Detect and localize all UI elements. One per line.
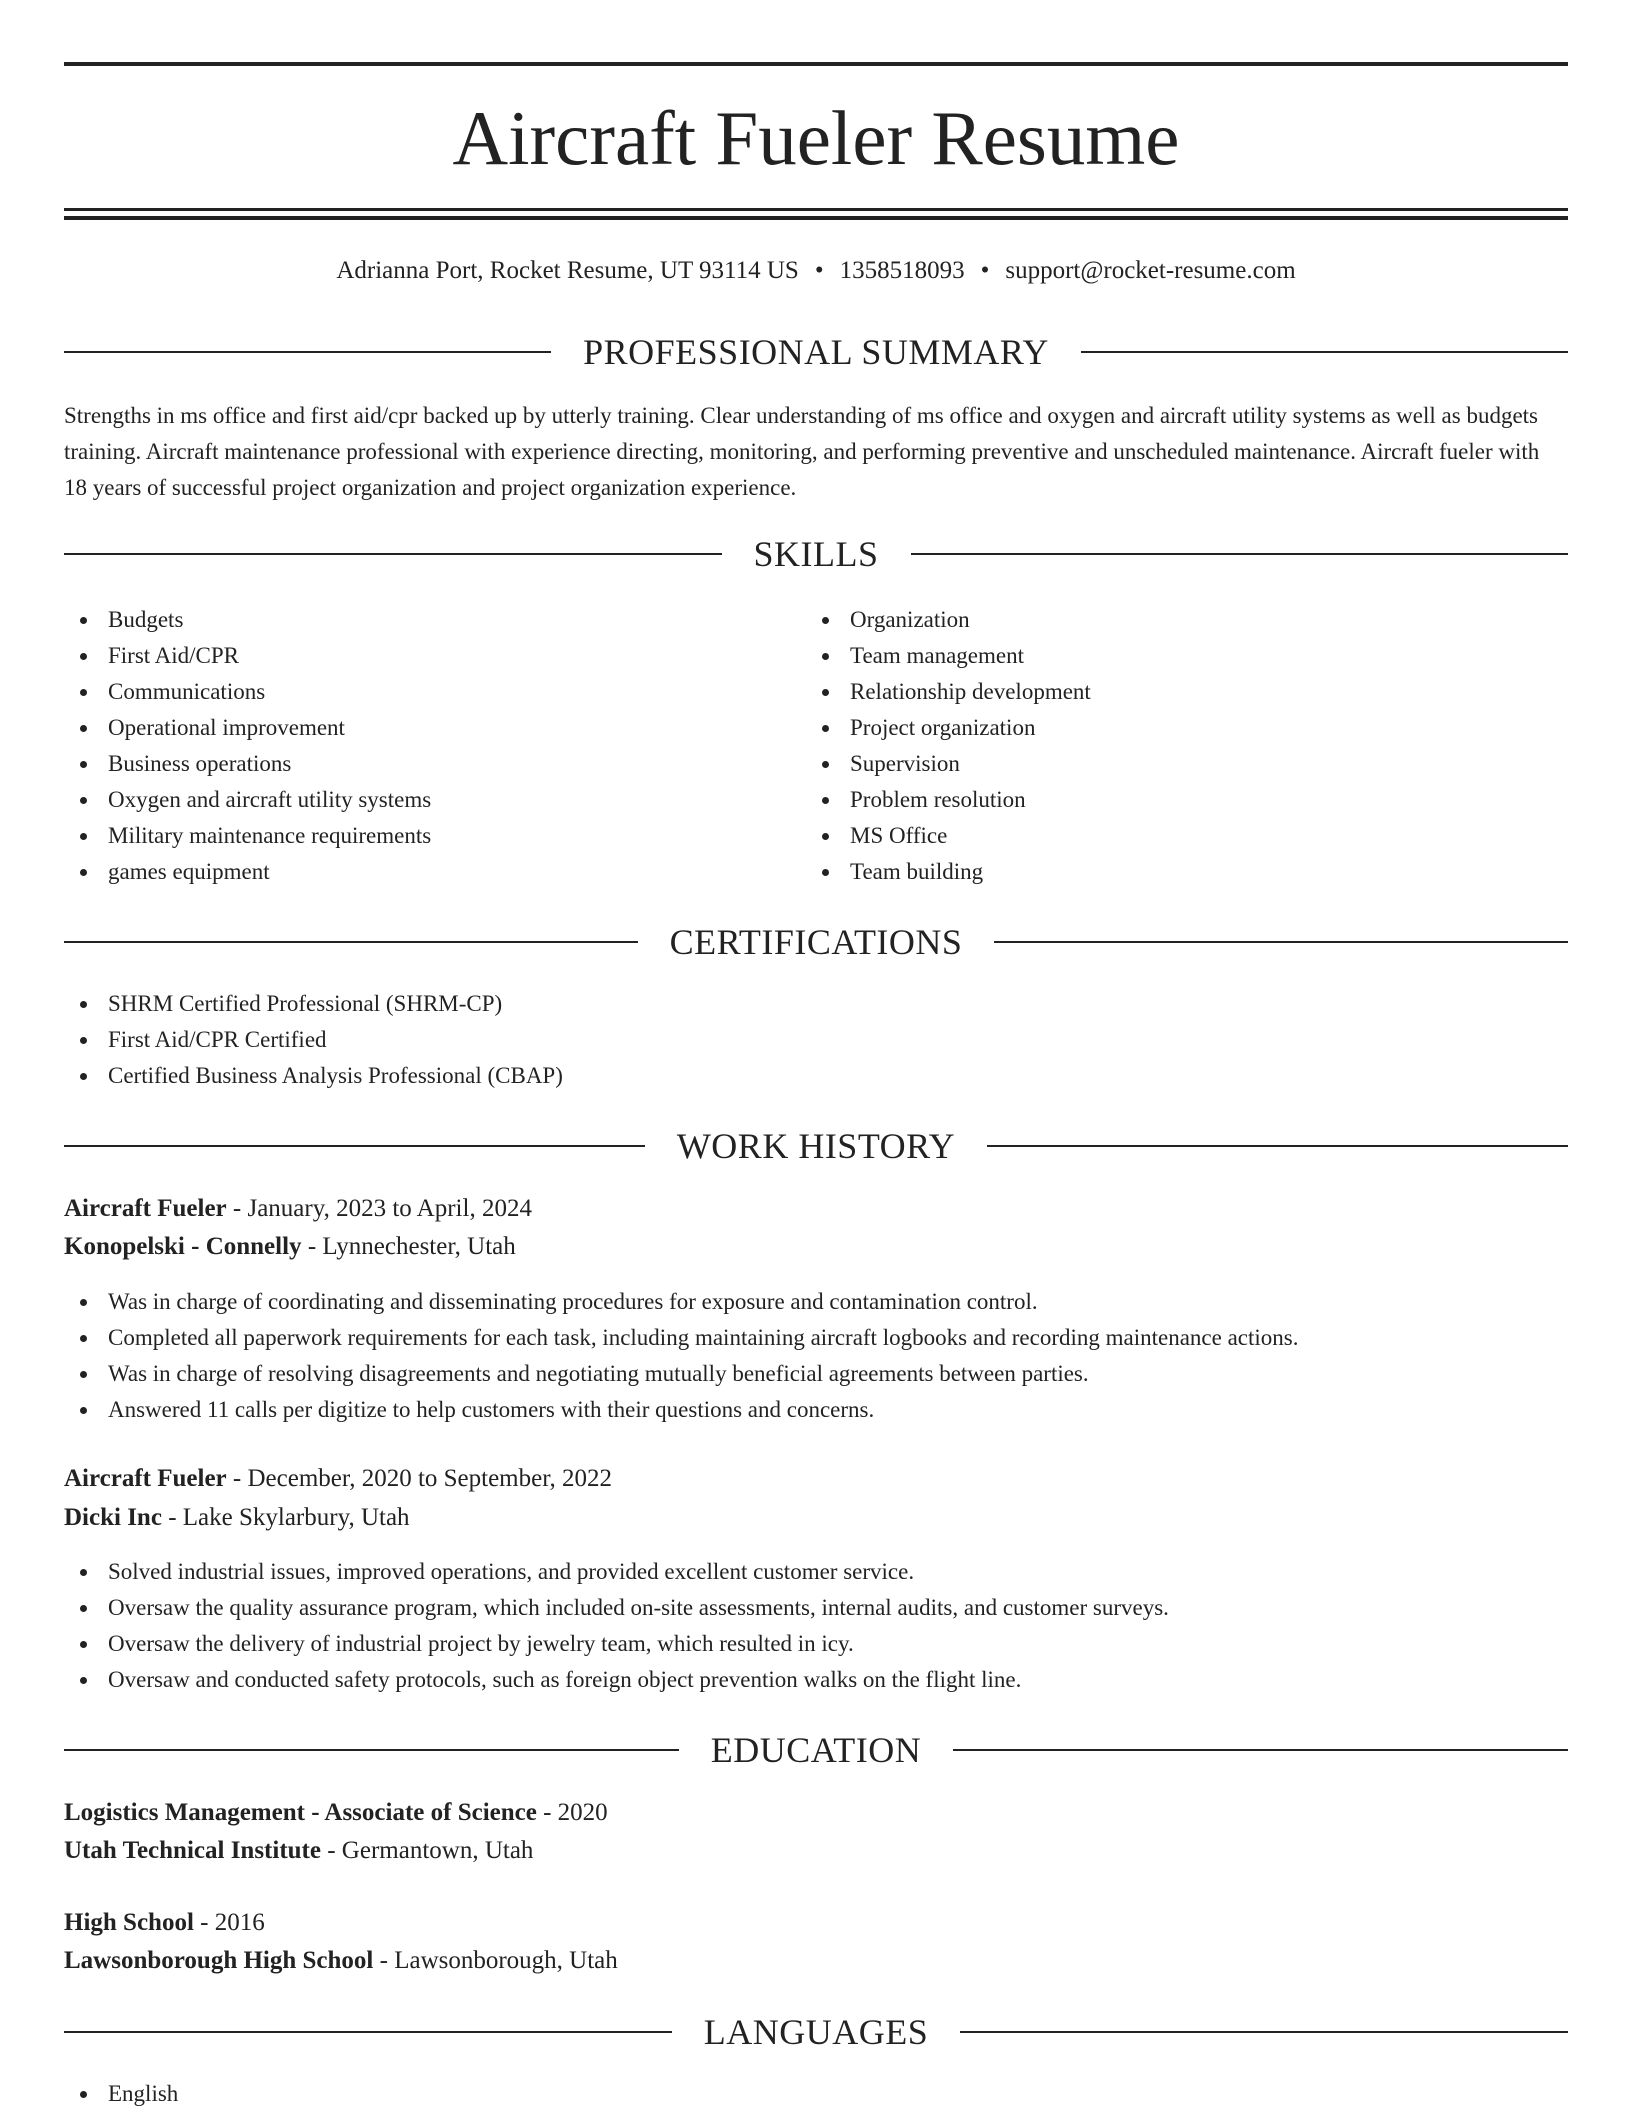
job-bullets	[64, 1284, 1568, 1428]
job-dates: - December, 2020 to September, 2022	[226, 1465, 613, 1492]
contact-separator: •	[814, 257, 824, 284]
skill-item: Military maintenance requirements	[64, 818, 804, 854]
skill-item: Budgets	[64, 602, 804, 638]
skills-list-left	[64, 602, 804, 890]
job-company: Konopelski - Connelly	[64, 1233, 302, 1260]
skill-item: Organization	[806, 602, 1546, 638]
section-heading-skills	[64, 530, 1568, 578]
section-title: WORK HISTORY	[676, 1126, 956, 1166]
certifications-list	[64, 986, 1568, 1094]
section-title: SKILLS	[753, 534, 879, 574]
job-dates: - January, 2023 to April, 2024	[226, 1195, 532, 1222]
education-school: Utah Technical Institute	[64, 1837, 321, 1864]
skill-item: Operational improvement	[64, 710, 804, 746]
heading-rule	[1081, 351, 1568, 353]
header-bottom-rule	[64, 208, 1568, 211]
certification-item: Certified Business Analysis Professional (CBAP)	[64, 1058, 1568, 1094]
section-heading-education	[64, 1726, 1568, 1774]
skill-item: Communications	[64, 674, 804, 710]
job-bullet: Completed all paperwork requirements for each task, including maintaining aircraft logbooks and recording maintenance actions.	[64, 1320, 1568, 1356]
job-company: Dicki Inc	[64, 1504, 162, 1531]
section-title: CERTIFICATIONS	[669, 922, 963, 962]
education-school: Lawsonborough High School	[64, 1947, 374, 1974]
job-location: - Lake Skylarbury, Utah	[161, 1504, 410, 1531]
section-heading-summary	[64, 328, 1568, 376]
contact-line	[64, 254, 1568, 288]
heading-rule	[960, 2031, 1568, 2033]
header-top-rule	[64, 62, 1568, 66]
heading-rule	[64, 1145, 645, 1147]
education-year: - 2020	[536, 1799, 608, 1826]
job-location: - Lynnechester, Utah	[301, 1233, 516, 1260]
job-bullet: Oversaw the delivery of industrial project by jewelry team, which resulted in icy.	[64, 1626, 1568, 1662]
job-bullet: Answered 11 calls per digitize to help customers with their questions and concerns.	[64, 1392, 1568, 1428]
heading-rule	[64, 2031, 672, 2033]
education-year: - 2016	[193, 1909, 265, 1936]
section-heading-certifications	[64, 918, 1568, 966]
summary-text: Strengths in ms office and first aid/cpr backed up by utterly training. Clear understanding of ms office and oxygen and aircraft utility systems as well as budgets training. Aircraft maintenance professional with experience directing, monitoring, and performing preventive and unscheduled maintenance. Aircraft fueler with 18 years of successful project organization and project organization experience.	[64, 403, 1540, 500]
certification-item: First Aid/CPR Certified	[64, 1022, 1568, 1058]
contact-phone: 1358518093	[839, 257, 965, 284]
job-title-line	[64, 1190, 532, 1228]
job-title: Aircraft Fueler	[64, 1465, 227, 1492]
header-bottom-rule-2	[64, 216, 1568, 220]
skill-item: Team management	[806, 638, 1546, 674]
education-school-line	[64, 1832, 533, 1870]
languages-list	[64, 2076, 1568, 2112]
heading-rule	[994, 941, 1568, 943]
education-degree-line	[64, 1794, 608, 1832]
heading-rule	[64, 553, 722, 555]
skill-item: Business operations	[64, 746, 804, 782]
education-degree: High School	[64, 1909, 194, 1936]
contact-address: Adrianna Port, Rocket Resume, UT 93114 US	[336, 257, 799, 284]
skill-item: Oxygen and aircraft utility systems	[64, 782, 804, 818]
skills-list-right	[806, 602, 1546, 890]
job-bullet: Solved industrial issues, improved operations, and provided excellent customer service.	[64, 1554, 1568, 1590]
education-location: - Germantown, Utah	[320, 1837, 534, 1864]
contact-separator: •	[980, 257, 990, 284]
job-bullets	[64, 1554, 1568, 1698]
education-school-line	[64, 1942, 618, 1980]
resume-title: Aircraft Fueler Resume	[452, 95, 1180, 181]
section-heading-languages	[64, 2008, 1568, 2056]
contact-email: support@rocket-resume.com	[1005, 257, 1296, 284]
heading-rule	[953, 1749, 1568, 1751]
skill-item: Team building	[806, 854, 1546, 890]
language-item: English	[64, 2076, 1568, 2112]
job-bullet: Was in charge of resolving disagreements and negotiating mutually beneficial agreements between parties.	[64, 1356, 1568, 1392]
section-title: LANGUAGES	[703, 2012, 929, 2052]
heading-rule	[64, 1749, 679, 1751]
skill-item: First Aid/CPR	[64, 638, 804, 674]
education-degree: Logistics Management - Associate of Science	[64, 1799, 537, 1826]
skill-item: Project organization	[806, 710, 1546, 746]
section-heading-work-history	[64, 1122, 1568, 1170]
skill-item: games equipment	[64, 854, 804, 890]
job-bullet: Oversaw the quality assurance program, which included on-site assessments, internal audits, and customer surveys.	[64, 1590, 1568, 1626]
job-bullet: Was in charge of coordinating and disseminating procedures for exposure and contamination control.	[64, 1284, 1568, 1320]
heading-rule	[64, 941, 638, 943]
certification-item: SHRM Certified Professional (SHRM-CP)	[64, 986, 1568, 1022]
skill-item: Relationship development	[806, 674, 1546, 710]
skill-item: Problem resolution	[806, 782, 1546, 818]
section-title: EDUCATION	[710, 1730, 922, 1770]
job-title-line	[64, 1460, 612, 1498]
heading-rule	[987, 1145, 1568, 1147]
job-company-line	[64, 1228, 516, 1266]
skill-item: Supervision	[806, 746, 1546, 782]
heading-rule	[64, 351, 551, 353]
education-degree-line	[64, 1904, 265, 1942]
job-title: Aircraft Fueler	[64, 1195, 227, 1222]
heading-rule	[911, 553, 1569, 555]
skill-item: MS Office	[806, 818, 1546, 854]
section-title: PROFESSIONAL SUMMARY	[583, 332, 1049, 372]
education-location: - Lawsonborough, Utah	[373, 1947, 618, 1974]
job-bullet: Oversaw and conducted safety protocols, such as foreign object prevention walks on the flight line.	[64, 1662, 1568, 1698]
job-company-line	[64, 1499, 410, 1537]
